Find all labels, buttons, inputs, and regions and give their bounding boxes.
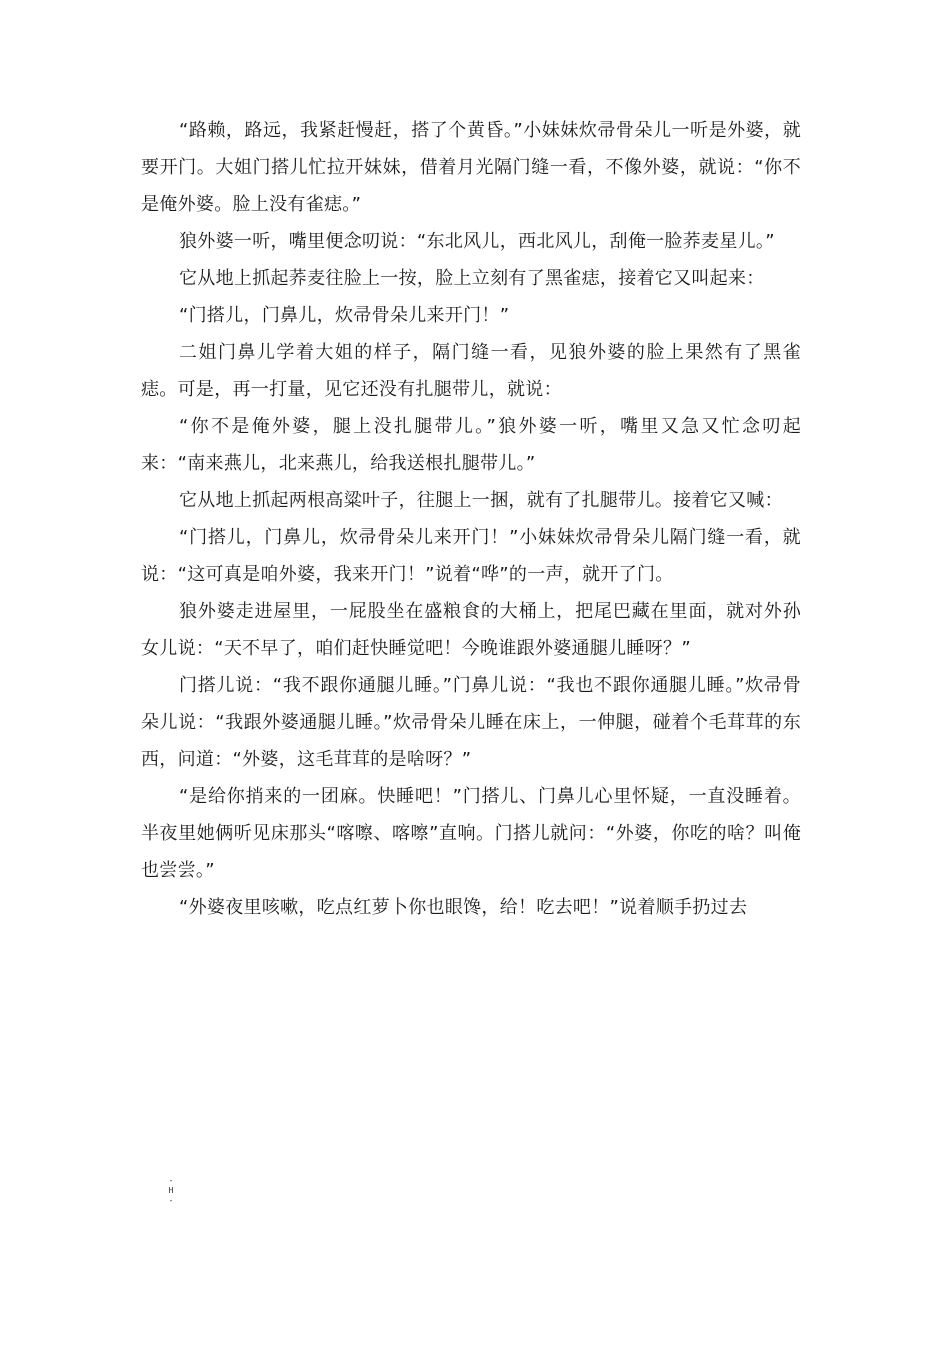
paragraph: “路赖，路远，我紧赶慢赶，搭了个黄昏。”小妹妹炊帚骨朵儿一听是外婆，就要开门。大姐门搭儿忙拉开妹妹，借着月光隔门缝一看，不像外婆，就说：“你不是俺外婆。脸上没有雀痣。” (141, 120, 801, 215)
paragraph: 它从地上抓起荞麦往脸上一按，脸上立刻有了黑雀痣，接着它又叫起来： (179, 268, 765, 289)
paragraph: “外婆夜里咳嗽，吃点红萝卜你也眼馋，给！吃去吧！”说着顺手扔过去 (179, 897, 748, 918)
paragraph: 它从地上抓起两根高粱叶子，往腿上一捆，就有了扎腿带儿。接着它又喊： (179, 490, 783, 511)
footer-mark-top: - (168, 1176, 174, 1185)
paragraph: 狼外婆走进屋里，一屁股坐在盛粮食的大桶上，把尾巴藏在里面，就对外孙女儿说：“天不早了，咱们赶快睡觉吧！今晚谁跟外婆通腿儿睡呀？” (141, 601, 801, 659)
paragraph: “门搭儿，门鼻儿，炊帚骨朵儿来开门！” (179, 305, 510, 326)
paragraph: “是给你捎来的一团麻。快睡吧！”门搭儿、门鼻儿心里怀疑，一直没睡着。半夜里她俩听见床那头“喀嚓、喀嚓”直响。门搭儿就问：“外婆，你吃的啥？叫俺也尝尝。” (141, 786, 801, 881)
story-text (141, 112, 801, 926)
paragraph: 狼外婆一听，嘴里便念叨说：“东北风儿，西北风儿，刮俺一脸荞麦星儿。” (179, 231, 775, 252)
footer-mark-bottom: - (168, 1196, 174, 1205)
paragraph: 二姐门鼻儿学着大姐的样子，隔门缝一看，见狼外婆的脸上果然有了黑雀痣。可是，再一打量，见它还没有扎腿带儿，就说： (141, 342, 801, 400)
footer-mark-middle: H (168, 1186, 174, 1195)
footer-mark (166, 1176, 176, 1206)
paragraph: “你不是俺外婆，腿上没扎腿带儿。”狼外婆一听，嘴里又急又忙念叨起来：“南来燕儿，北来燕儿，给我送根扎腿带儿。” (141, 416, 801, 474)
paragraph: 门搭儿说：“我不跟你通腿儿睡。”门鼻儿说：“我也不跟你通腿儿睡。”炊帚骨朵儿说：“我跟外婆通腿儿睡。”炊帚骨朵儿睡在床上，一伸腿，碰着个毛茸茸的东西，问道：“外婆，这毛茸茸的是啥呀？” (141, 675, 801, 770)
paragraph: “门搭儿，门鼻儿，炊帚骨朵儿来开门！”小妹妹炊帚骨朵儿隔门缝一看，就说：“这可真是咱外婆，我来开门！”说着“哗”的一声，就开了门。 (141, 527, 801, 585)
